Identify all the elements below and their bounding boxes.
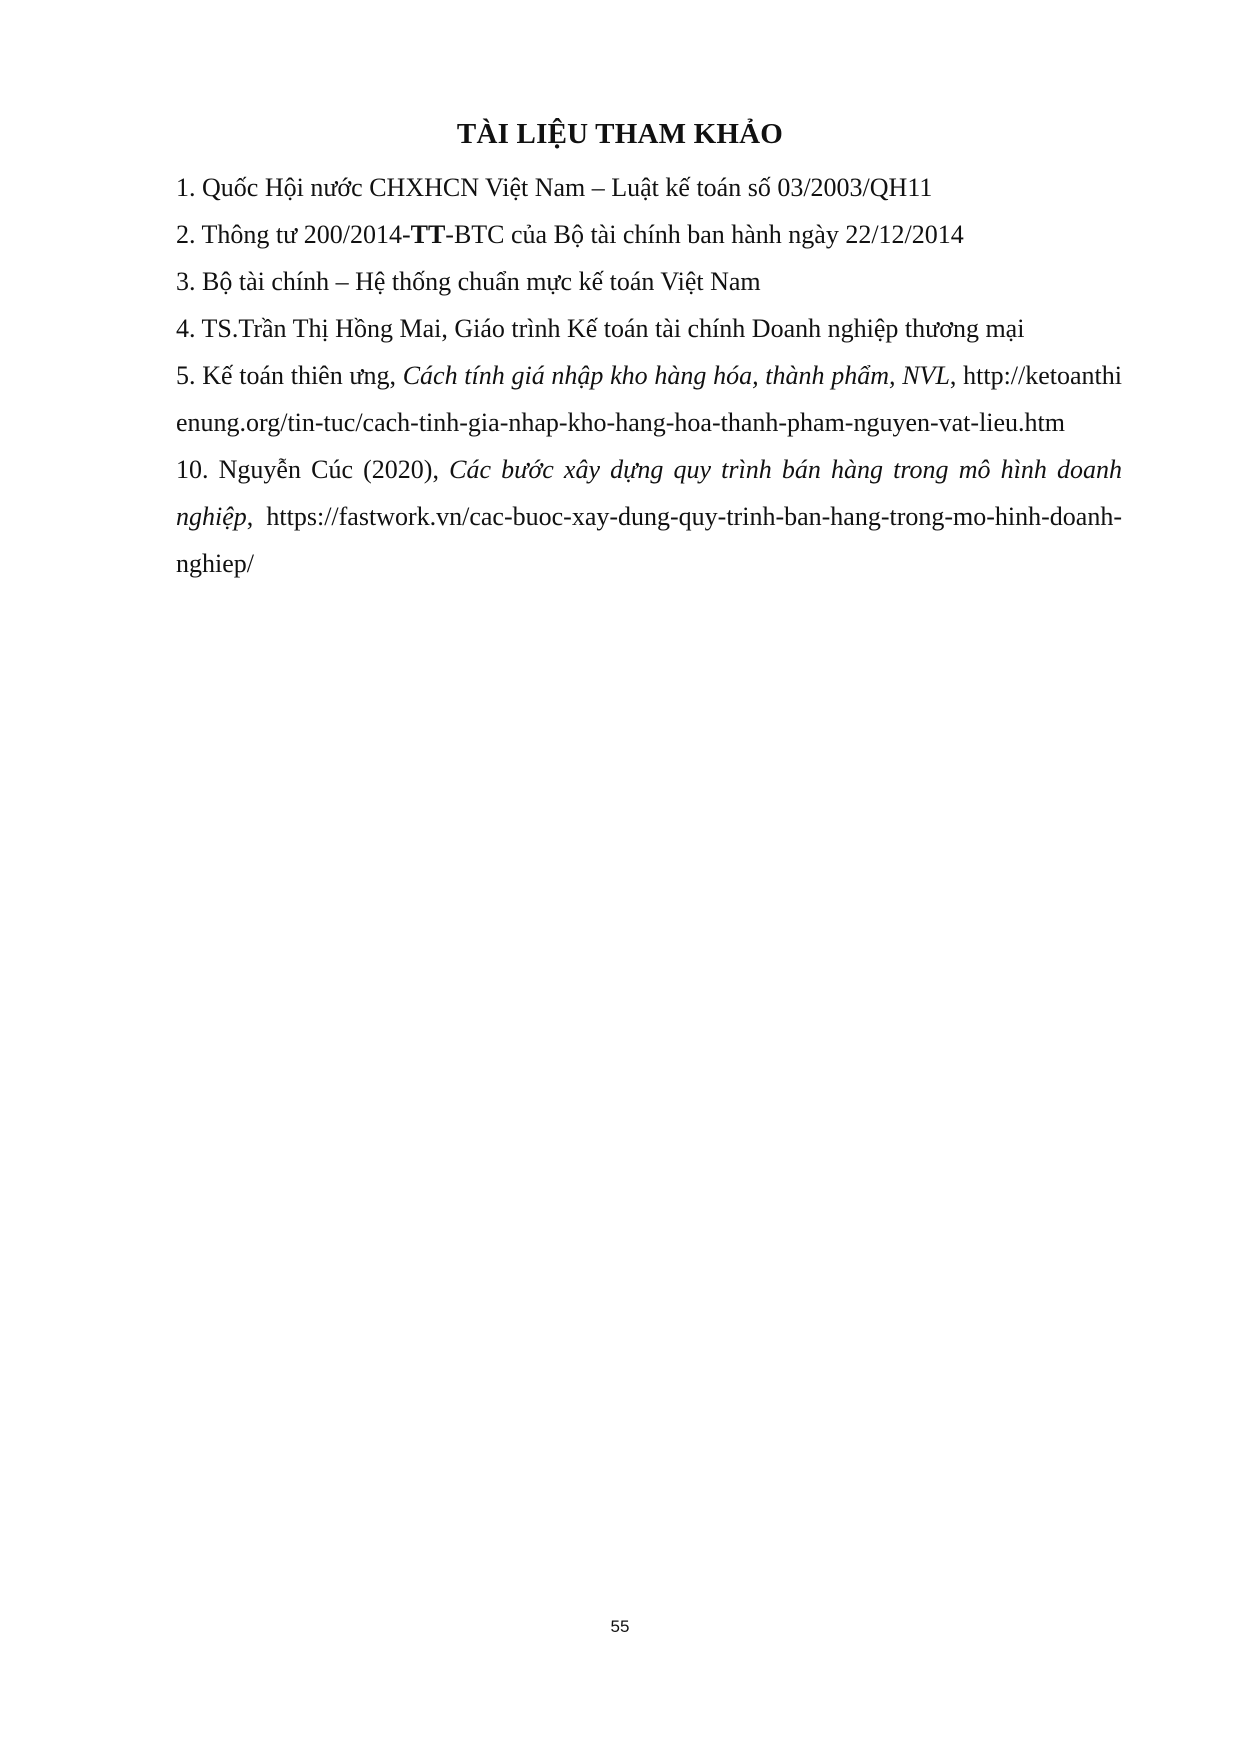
reference-list: [176, 164, 1122, 587]
reference-2-bold: TT: [410, 220, 446, 249]
reference-item-4: 4. TS.Trần Thị Hồng Mai, Giáo trình Kế toán tài chính Doanh nghiệp thương mại: [176, 314, 1025, 343]
page-title: TÀI LIỆU THAM KHẢO: [456, 118, 784, 150]
reference-item-5: [176, 352, 1122, 446]
reference-item-3: 3. Bộ tài chính – Hệ thống chuẩn mực kế toán Việt Nam: [176, 267, 761, 296]
reference-item-10: [176, 446, 1122, 587]
reference-10-separator: ,: [246, 502, 254, 531]
reference-10-title: Các bước xây dựng quy trình bán hàng trong mô hình doanh nghiệp: [176, 455, 1122, 531]
reference-2-suffix: -BTC của Bộ tài chính ban hành ngày 22/12/2014: [445, 220, 964, 249]
reference-2-prefix: 2. Thông tư 200/2014-: [176, 220, 411, 249]
reference-10-author: 10. Nguyễn Cúc (2020),: [176, 455, 450, 484]
reference-5-url[interactable]: http://ketoanthienung.org/tin-tuc/cach-tinh-gia-nhap-kho-hang-hoa-thanh-pham-nguyen-vat-lieu.htm: [176, 361, 1122, 437]
reference-5-author: 5. Kế toán thiên ưng,: [176, 361, 403, 390]
reference-5-title: Cách tính giá nhập kho hàng hóa, thành phẩm, NVL: [402, 361, 950, 390]
reference-5-separator: ,: [949, 361, 957, 390]
reference-10-url[interactable]: https://fastwork.vn/cac-buoc-xay-dung-quy-trinh-ban-hang-trong-mo-hinh-doanh-nghiep/: [176, 502, 1122, 578]
page-number: 55: [610, 1617, 630, 1636]
reference-item-2: [176, 211, 1122, 258]
reference-item-1: 1. Quốc Hội nước CHXHCN Việt Nam – Luật kế toán số 03/2003/QH11: [176, 173, 933, 202]
